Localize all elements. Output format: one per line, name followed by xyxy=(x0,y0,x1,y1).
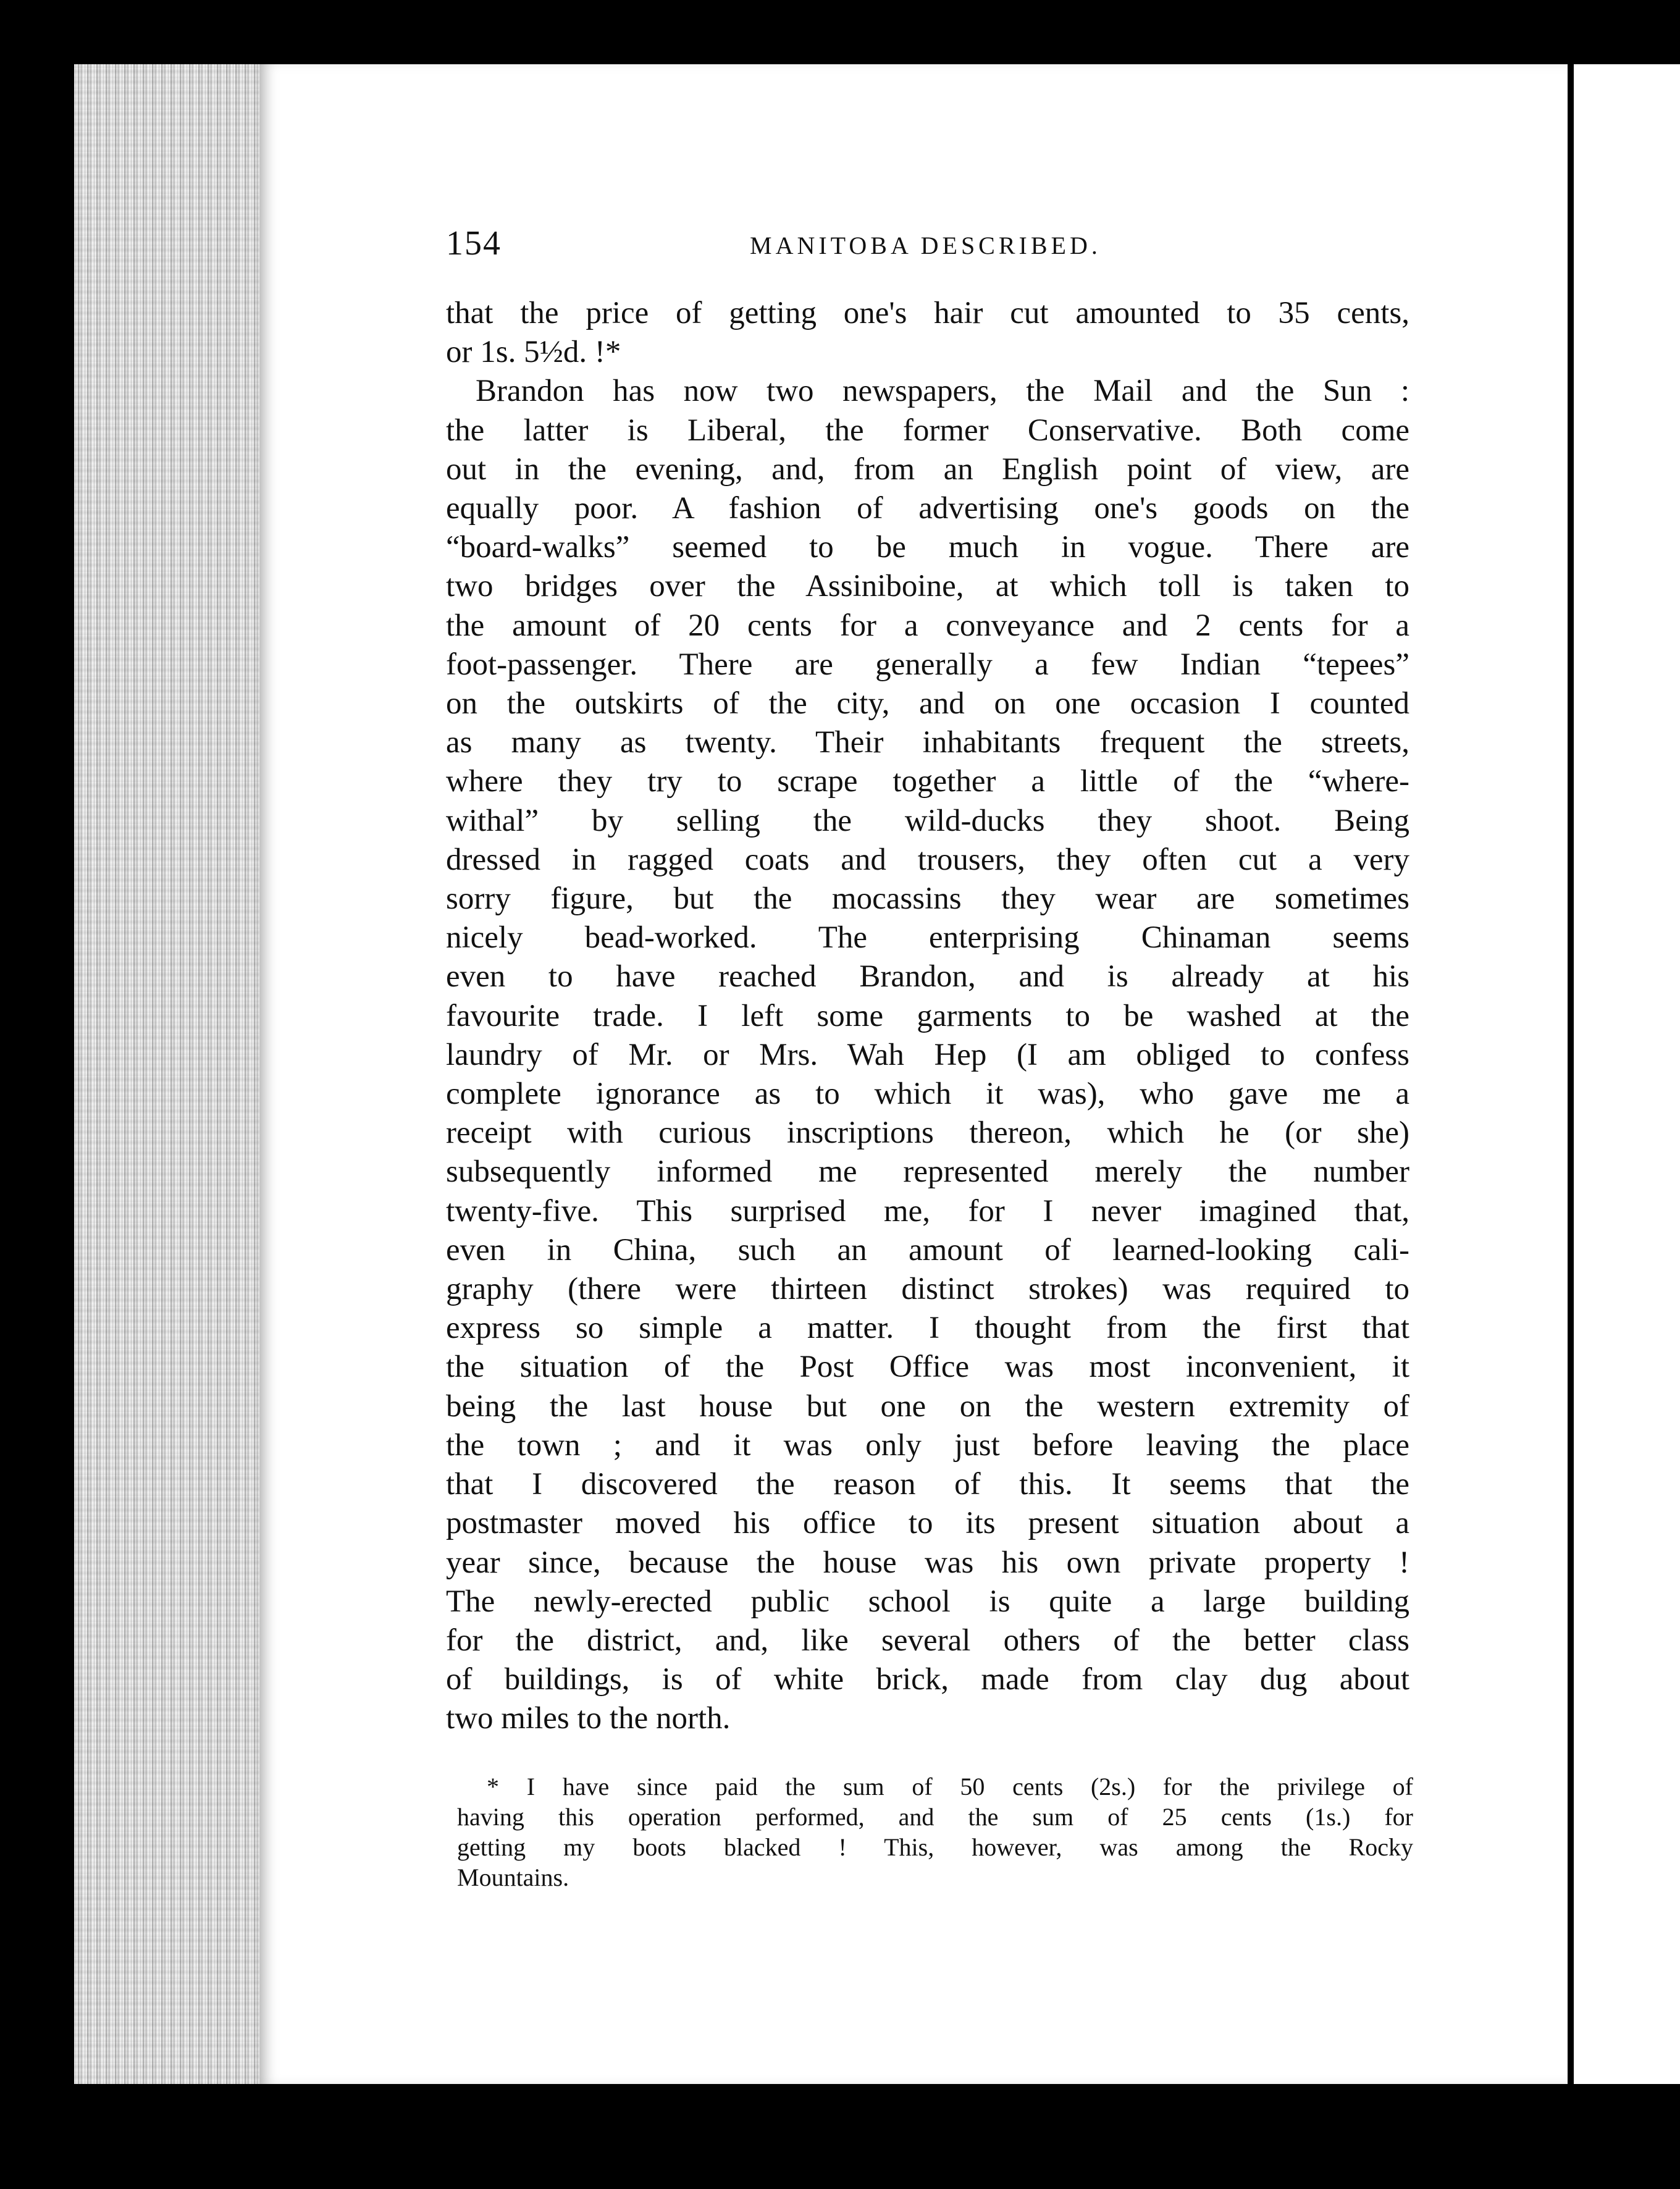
facing-page xyxy=(1574,64,1680,2084)
text-line: dressed in ragged coats and trousers, they often cut a very xyxy=(446,842,1409,877)
text-line: express so simple a matter. I thought from the first that xyxy=(446,1311,1409,1346)
text-line: withal” by selling the wild-ducks they shoot. Being xyxy=(446,803,1409,838)
page-header xyxy=(446,224,1125,273)
text-line: “board-walks” seemed to be much in vogue. There are xyxy=(446,530,1409,565)
text-line: even in China, such an amount of learned-looking cali- xyxy=(446,1232,1409,1267)
text-line: where they try to scrape together a little of the “where- xyxy=(446,764,1409,799)
text-line: being the last house but one on the western extremity of xyxy=(446,1389,1409,1424)
text-line: foot-passenger. There are generally a few Indian “tepees” xyxy=(446,647,1409,682)
footnote-line: having this operation performed, and the sum of 25 cents (1s.) for xyxy=(457,1803,1413,1831)
text-line: twenty-five. This surprised me, for I never imagined that, xyxy=(446,1193,1409,1229)
text-line: The newly-erected public school is quite a large building xyxy=(446,1584,1409,1619)
text-line: the latter is Liberal, the former Conservative. Both come xyxy=(446,413,1409,448)
footnote xyxy=(457,1771,1413,1893)
footnote-line: getting my boots blacked ! This, however, was among the Rocky xyxy=(457,1833,1413,1861)
footnote-line: * I have since paid the sum of 50 cents (2s.) for the privilege of xyxy=(487,1773,1413,1800)
text-line: on the outskirts of the city, and on one occasion I counted xyxy=(446,686,1409,721)
text-line: subsequently informed me represented merely the number xyxy=(446,1154,1409,1190)
text-line: graphy (there were thirteen distinct strokes) was required to xyxy=(446,1272,1409,1307)
text-line: that I discovered the reason of this. It seems that the xyxy=(446,1467,1409,1502)
text-line: as many as twenty. Their inhabitants frequent the streets, xyxy=(446,725,1409,760)
text-line: nicely bead-worked. The enterprising Chinaman seems xyxy=(446,920,1409,956)
text-line: two miles to the north. xyxy=(446,1701,731,1736)
text-line: the town ; and it was only just before leaving the place xyxy=(446,1427,1409,1463)
text-line: for the district, and, like several others of the better class xyxy=(446,1623,1409,1658)
text-line: of buildings, is of white brick, made from clay dug about xyxy=(446,1662,1409,1697)
body-text xyxy=(446,294,1409,1739)
text-line: laundry of Mr. or Mrs. Wah Hep (I am obliged to confess xyxy=(446,1037,1409,1072)
page-number: 154 xyxy=(446,224,502,263)
text-line: equally poor. A fashion of advertising one's goods on the xyxy=(446,491,1409,526)
text-line: Brandon has now two newspapers, the Mail and the Sun : xyxy=(476,374,1409,409)
text-line: even to have reached Brandon, and is already at his xyxy=(446,959,1409,994)
footnote-line: Mountains. xyxy=(457,1863,569,1891)
text-line: two bridges over the Assiniboine, at which toll is taken to xyxy=(446,569,1409,604)
text-line: sorry figure, but the mocassins they wear are sometimes xyxy=(446,881,1409,917)
text-line: complete ignorance as to which it was), who gave me a xyxy=(446,1077,1409,1112)
text-line: year since, because the house was his own private property ! xyxy=(446,1545,1409,1580)
text-line: that the price of getting one's hair cut amounted to 35 cents, xyxy=(446,296,1409,330)
book-page-edges xyxy=(74,64,272,2084)
text-line: the situation of the Post Office was most inconvenient, it xyxy=(446,1350,1409,1385)
text-line: receipt with curious inscriptions thereon, which he (or she) xyxy=(446,1116,1409,1151)
text-line: or 1s. 5½d. !* xyxy=(446,335,621,370)
text-line: favourite trade. I left some garments to be washed at the xyxy=(446,998,1409,1033)
running-title: MANITOBA DESCRIBED. xyxy=(750,232,1101,259)
text-line: the amount of 20 cents for a conveyance and 2 cents for a xyxy=(446,608,1409,643)
text-line: postmaster moved his office to its present situation about a xyxy=(446,1506,1409,1541)
text-line: out in the evening, and, from an English point of view, are xyxy=(446,452,1409,487)
